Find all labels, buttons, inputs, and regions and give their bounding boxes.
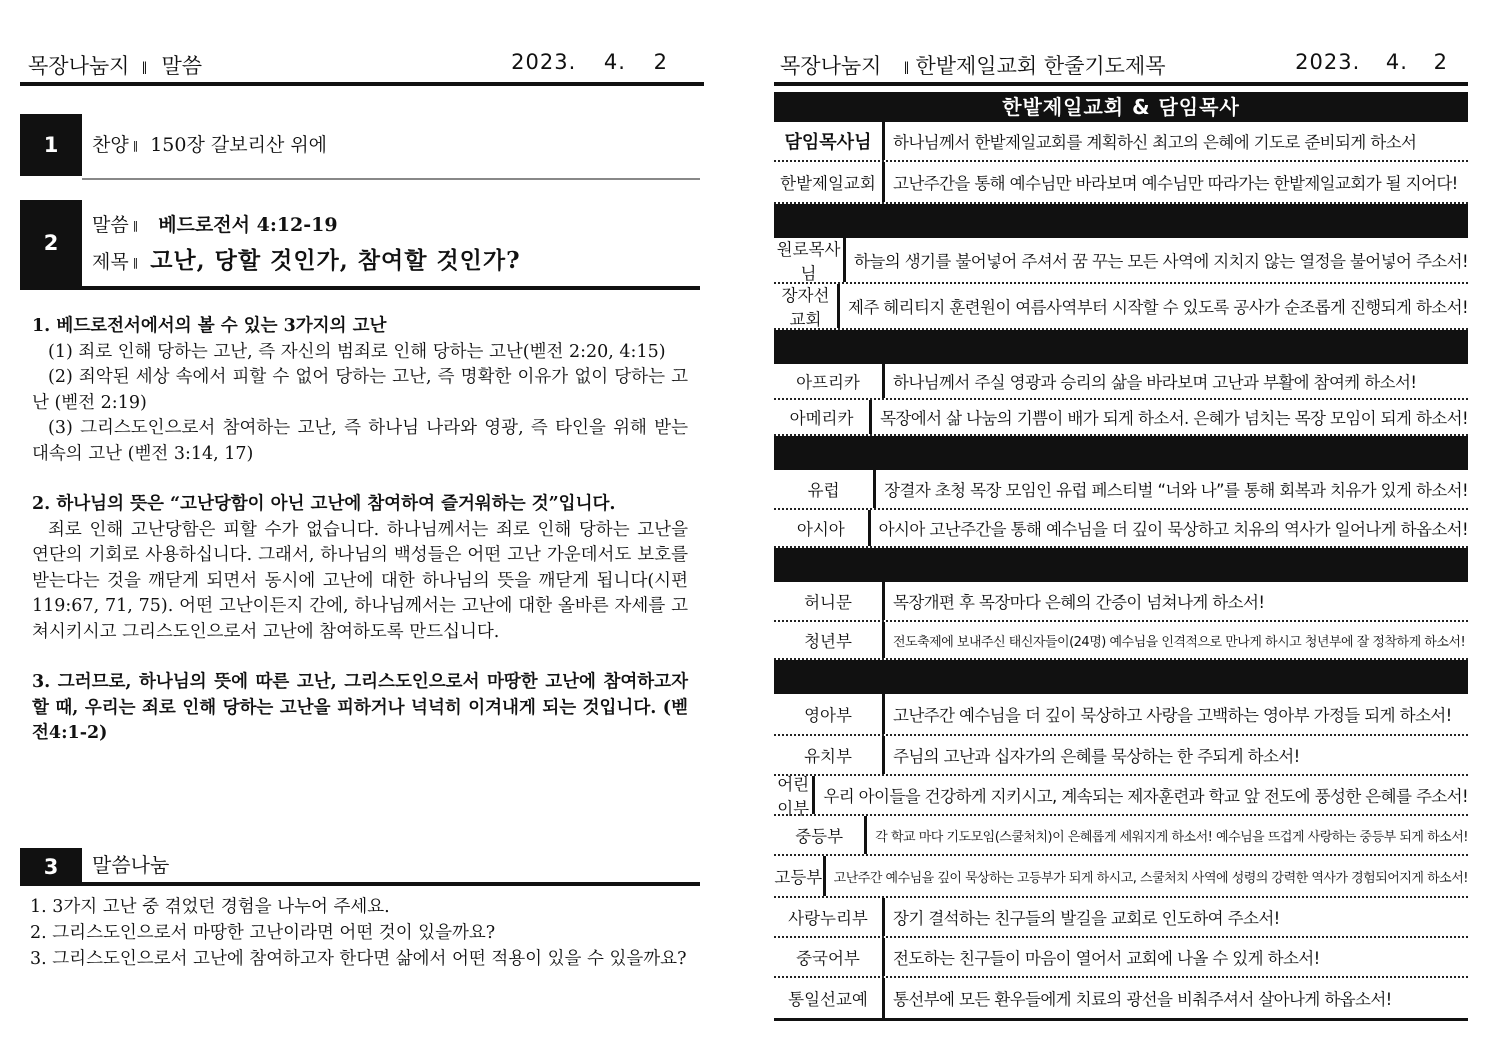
sermon-title-sep: ‖ [132, 256, 139, 269]
section-2-number: 2 [20, 200, 82, 286]
right-header-title: 목장나눔지 [780, 54, 882, 78]
prayer-row [774, 284, 1468, 330]
prayer-row-group: 사랑누리부 [774, 898, 885, 936]
prayer-row [774, 470, 1468, 510]
prayer-row [774, 238, 1468, 284]
prayer-row-group: 청년부 [774, 622, 885, 658]
hymn-text: 150장 갈보리산 위에 [150, 134, 328, 156]
prayer-row [774, 978, 1468, 1021]
section-3-number: 3 [43, 855, 59, 879]
prayer-row-text: 통선부에 모든 환우들에게 치료의 광선을 비춰주셔서 살아나게 하옵소서! [893, 990, 1392, 1009]
prayer-row-text: 주님의 고난과 십자가의 은혜를 묵상하는 한 주되게 하소서! [893, 747, 1300, 766]
section-3-label: 말씀나눔 [82, 848, 700, 882]
section-divider-bar [774, 204, 1468, 238]
prayer-row-group: 아프리카 [774, 364, 885, 398]
question-item: 1. 3가지 고난 중 겪었던 경험을 나누어 주세요. [30, 897, 390, 917]
prayer-row-group: 통일선교예 [774, 978, 885, 1018]
prayer-row-text: 전도하는 친구들이 마음이 열어서 교회에 나올 수 있게 하소서! [893, 949, 1320, 968]
section-1-divider [82, 178, 700, 180]
question-item: 3. 그리스도인으로서 고난에 참여하고자 한다면 삶에서 어떤 적용이 있을 수 있을까요? [30, 949, 687, 969]
section-1-label: 찬양 [92, 134, 129, 156]
section-2-divider [20, 286, 700, 290]
point-1-item-1: (1) 죄로 인해 당하는 고난, 즉 자신의 범죄로 인해 당하는 고난(벧전 2:20, 4:15) [48, 341, 666, 362]
prayer-row-group: 유럽 [774, 470, 876, 508]
right-header-section: 한밭제일교회 한줄기도제목 [915, 54, 1166, 78]
point-2-heading: 2. 하나님의 뜻은 “고난당함이 아닌 고난에 참여하여 즐거워하는 것”입니다. [32, 494, 616, 514]
prayer-row [774, 736, 1468, 776]
point-1-item-3: (3) 그리스도인으로서 참여하는 고난, 즉 하나님 나라와 영광, 즉 타인을 위해 받는 대속의 고난 (벧전 3:14, 17) [32, 418, 688, 464]
left-page [20, 48, 704, 969]
question-item: 2. 그리스도인으로서 마땅한 고난이라면 어떤 것이 있을까요? [30, 923, 496, 943]
prayer-row-group: 영아부 [774, 694, 885, 734]
point-3-heading: 3. 그러므로, 하나님의 뜻에 따른 고난, 그리스도인으로서 마땅한 고난에 참여하고자 할 때, 우리는 죄로 인해 당하는 고난을 피하거나 넉넉히 이겨내게 되는 것입니다. (벧전4:1-2) [32, 672, 688, 743]
prayer-row-text: 장결자 초청 목장 모임인 유럽 페스티벌 “너와 나”를 통해 회복과 치유가 있게 하소서! [884, 481, 1468, 500]
prayer-row [774, 622, 1468, 660]
prayer-row [774, 694, 1468, 736]
prayer-row [774, 856, 1468, 898]
prayer-row [774, 776, 1468, 816]
prayer-row [774, 162, 1468, 204]
prayer-row-group: 중국어부 [774, 938, 885, 976]
prayer-row-group: 유치부 [774, 736, 885, 774]
prayer-row-group: 원로목사님 [774, 238, 846, 282]
prayer-row-text: 하늘의 생기를 불어넣어 주셔서 꿈 꾸는 모든 사역에 지치지 않는 열정을 불어넣어 주소서! [854, 252, 1468, 271]
section-1-sep: ‖ [132, 139, 139, 152]
prayer-row-text: 하나님께서 한밭제일교회를 계획하신 최고의 은혜에 기도로 준비되게 하소서 [893, 133, 1417, 152]
prayer-row-text: 고난주간을 통해 예수님만 바라보며 예수님만 따라가는 한밭제일교회가 될 지어다! [893, 174, 1458, 193]
sermon-title: 고난, 당할 것인가, 참여할 것인가? [150, 247, 521, 274]
prayer-row-group: 중등부 [774, 816, 867, 854]
prayer-row [774, 582, 1468, 622]
prayer-row-text: 목장에서 삶 나눔의 기쁨이 배가 되게 하소서. 은혜가 넘치는 목장 모임이 되게 하소서! [880, 409, 1468, 428]
prayer-row-text: 고난주간 예수님을 깊이 묵상하는 고등부가 되게 하시고, 스쿨처치 사역에 성령의 강력한 역사가 경험되어지게 하소서! [833, 870, 1468, 886]
prayer-row-group: 어린이부 [774, 776, 815, 814]
right-header [774, 48, 1468, 86]
prayer-row [774, 898, 1468, 938]
scripture-label: 말씀 [92, 214, 129, 236]
prayer-row-text: 각 학교 마다 기도모임(스쿨처치)이 은혜롭게 세워지게 하소서! 예수님을 뜨겁게 사랑하는 중등부 되게 하소서! [875, 829, 1468, 845]
prayer-row-text: 전도축제에 보내주신 태신자들이(24명) 예수님을 인격적으로 만나게 하시고 청년부에 잘 정착하게 하소서! [893, 634, 1466, 650]
left-header-date: 2023. 4. 2 [511, 50, 668, 74]
point-2-body: 죄로 인해 고난당함은 피할 수가 없습니다. 하나님께서는 죄로 인해 당하는 고난을 연단의 기회로 사용하십니다. 그래서, 하나님의 백성들은 어떤 고난 가운데서도 보호를 받는다는 것을 깨닫게 되면서 동시에 고난에 대한 하나님의 뜻을 깨닫게 됩니다(시편119:67, 71, 75). 어떤 고난이든지 간에, 하나님께서는 고난에 대한 올바른 자세를 고쳐시키시고 그리스도인으로서 고난에 참여하도록 만드십니다. [32, 519, 688, 642]
prayer-row-group: 아메리카 [774, 400, 872, 434]
section-divider-bar [774, 548, 1468, 582]
left-header-title: 목장나눔지 [28, 54, 130, 78]
prayer-row-text: 목장개편 후 목장마다 은혜의 간증이 넘쳐나게 하소서! [893, 593, 1265, 612]
prayer-row-group: 아시아 [774, 510, 871, 546]
point-1-heading: 1. 베드로전서에서의 볼 수 있는 3가지의 고난 [32, 316, 387, 336]
prayer-row [774, 938, 1468, 978]
prayer-row-group: 고등부 [774, 856, 826, 896]
prayer-row [774, 122, 1468, 162]
right-header-date: 2023. 4. 2 [1295, 50, 1448, 74]
prayer-row [774, 364, 1468, 400]
prayer-row-group: 담임목사님 [774, 122, 885, 160]
section-2 [20, 200, 704, 286]
prayer-row-text: 아시아 고난주간을 통해 예수님을 더 깊이 묵상하고 치유의 역사가 일어나게 하옵소서! [878, 520, 1468, 539]
sermon-body [20, 314, 704, 747]
prayer-table [774, 122, 1468, 1021]
section-divider-bar [774, 330, 1468, 364]
prayer-row [774, 400, 1468, 436]
right-page [774, 48, 1468, 1021]
section-3 [20, 848, 700, 886]
prayer-row [774, 816, 1468, 856]
section-divider-bar [774, 436, 1468, 470]
prayer-row [774, 510, 1468, 548]
prayer-row-group: 허니문 [774, 582, 885, 620]
left-header-sep: ‖ [141, 60, 148, 74]
section-1 [20, 114, 704, 176]
discussion-questions [30, 894, 690, 972]
left-header-section: 말씀 [161, 54, 203, 78]
prayer-row-text: 우리 아이들을 건강하게 지키시고, 계속되는 제자훈련과 학교 앞 전도에 풍성한 은혜를 주소서! [823, 787, 1468, 806]
section-divider-bar [774, 660, 1468, 694]
right-header-sep: ‖ [903, 60, 910, 74]
prayer-row-group: 장자선교회 [774, 284, 840, 328]
point-1-item-2: (2) 죄악된 세상 속에서 피할 수 없어 당하는 고난, 즉 명확한 이유가 없이 당하는 고난 (벧전 2:19) [32, 367, 688, 413]
prayer-table-title: 한밭제일교회 & 담임목사 [774, 92, 1468, 122]
scripture-sep: ‖ [132, 219, 139, 232]
scripture-reference: 베드로전서 4:12-19 [158, 214, 338, 236]
prayer-row-text: 하나님께서 주실 영광과 승리의 삶을 바라보며 고난과 부활에 참여케 하소서! [893, 373, 1417, 392]
left-header [20, 48, 704, 86]
prayer-row-text: 고난주간 예수님을 더 깊이 묵상하고 사랑을 고백하는 영아부 가정들 되게 하소서! [893, 706, 1452, 725]
prayer-row-group: 한밭제일교회 [774, 162, 885, 202]
section-1-number: 1 [20, 114, 82, 176]
sermon-title-label: 제목 [92, 251, 129, 273]
prayer-row-text: 제주 헤리티지 훈련원이 여름사역부터 시작할 수 있도록 공사가 순조롭게 진행되게 하소서! [847, 298, 1468, 317]
prayer-row-text: 장기 결석하는 친구들의 발길을 교회로 인도하여 주소서! [893, 909, 1280, 928]
